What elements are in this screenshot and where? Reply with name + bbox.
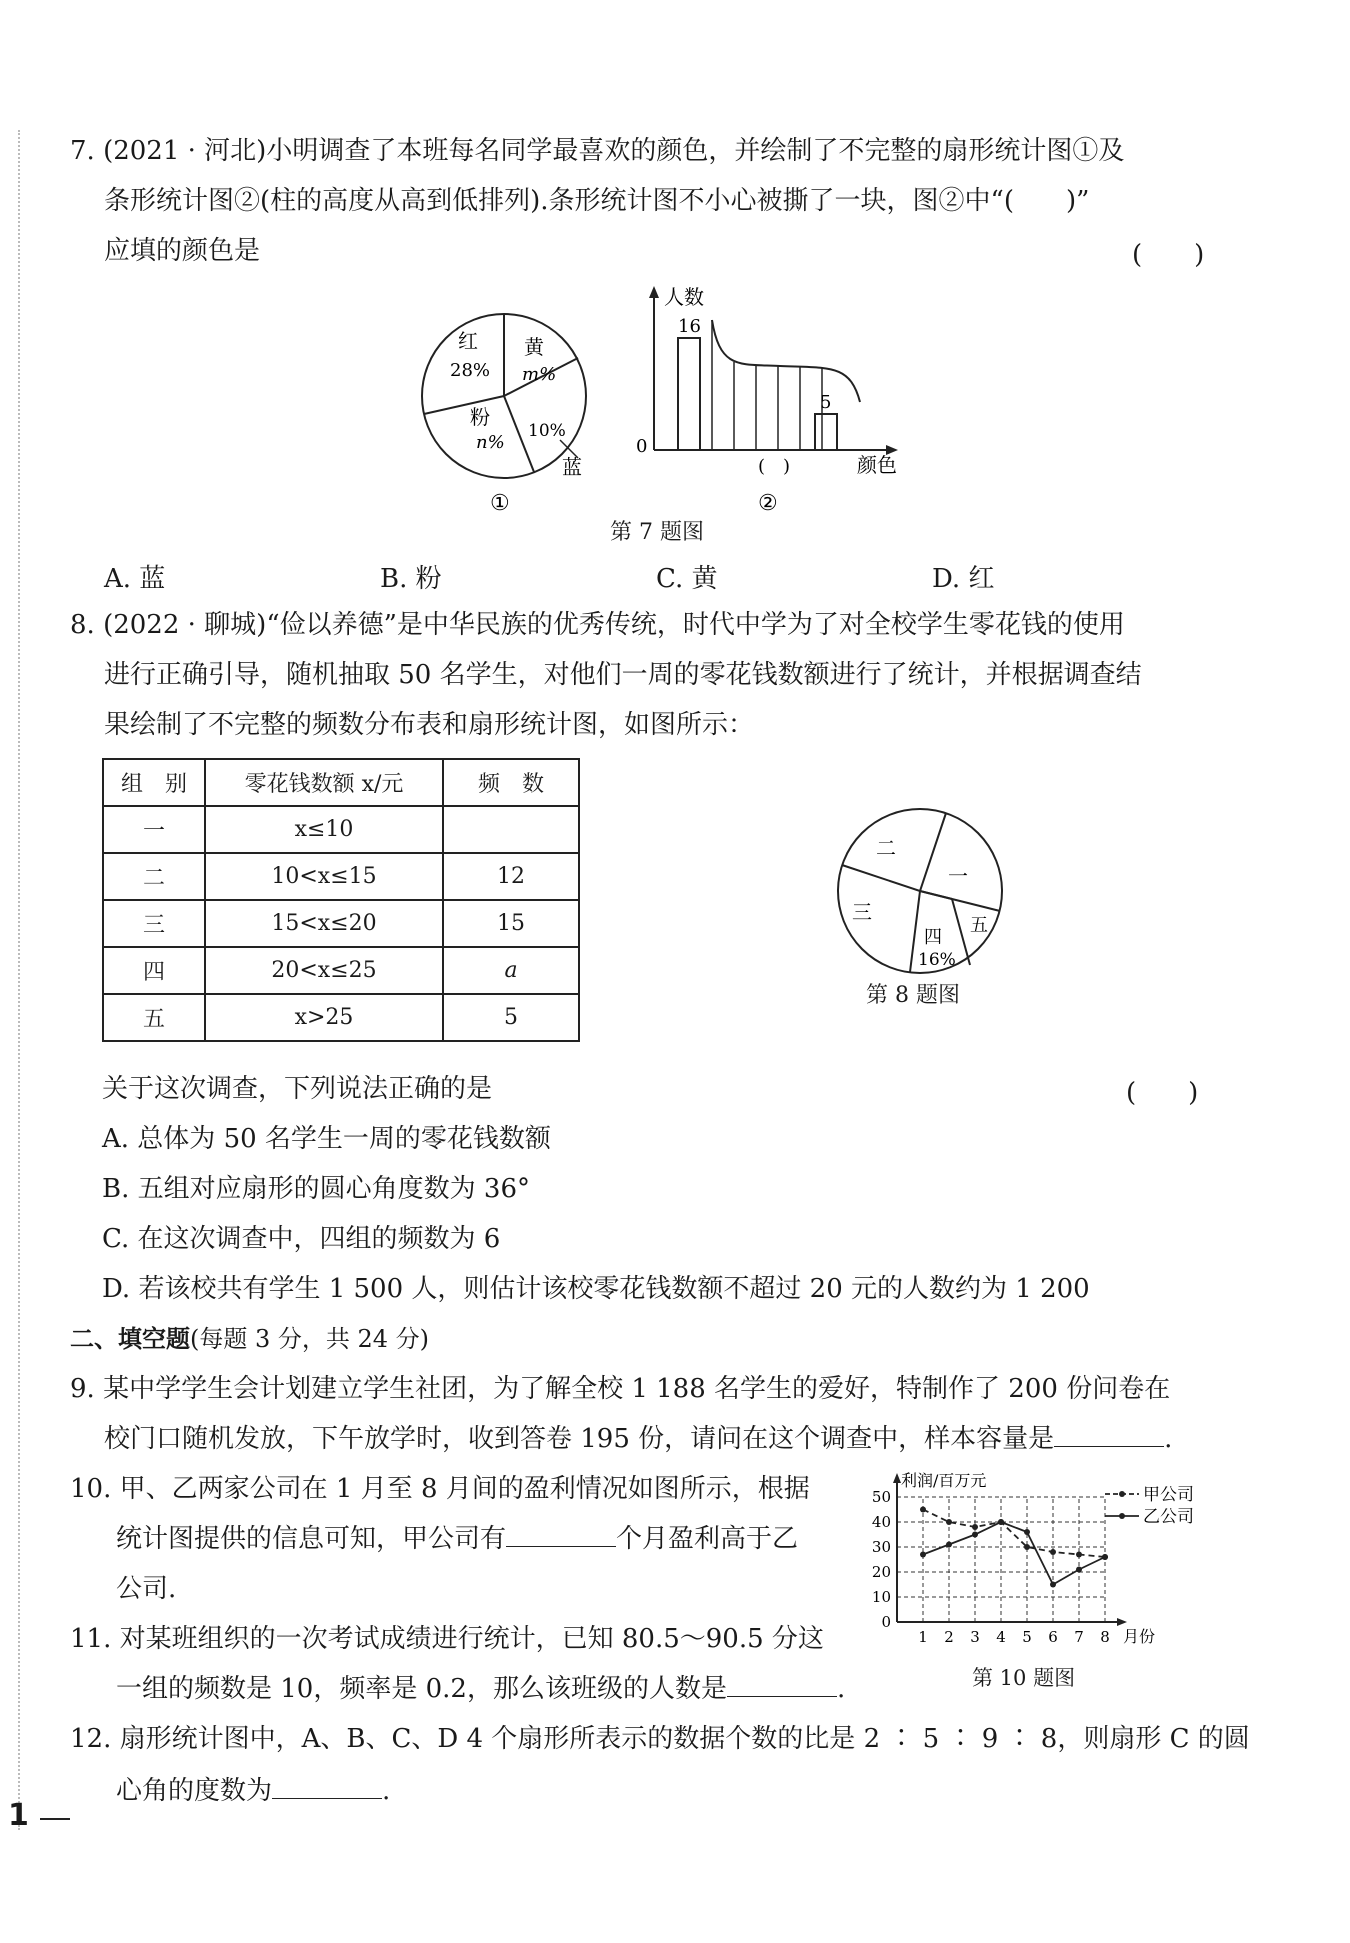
table-cell: 20<x≤25	[205, 947, 443, 994]
table-cell: 5	[443, 994, 579, 1041]
bar-caption: ②	[758, 491, 778, 516]
q7-line1: 7. (2021 · 河北)小明调查了本班每名同学最喜欢的颜色，并绘制了不完整的扇形统计图①及	[70, 136, 1125, 166]
q7-option-a: A. 蓝	[104, 564, 166, 594]
page-number-rule	[40, 1818, 70, 1820]
q8-option-a: A. 总体为 50 名学生一周的零花钱数额	[102, 1124, 551, 1154]
x-tick-label: 1	[918, 1628, 928, 1646]
q11-line1: 11. 对某班组织的一次考试成绩进行统计，已知 80.5～90.5 分这	[70, 1624, 824, 1654]
q7-option-d: D. 红	[932, 564, 995, 594]
series-line-1	[923, 1510, 1105, 1558]
bar-1	[678, 338, 700, 450]
q7-option-b: B. 粉	[380, 564, 442, 594]
table-cell: 四	[103, 947, 205, 994]
table-header: 频 数	[443, 759, 579, 806]
q8-line1: 8. (2022 · 聊城)“俭以养德”是中华民族的优秀传统，时代中学为了对全校学生零花钱的使用	[70, 610, 1125, 640]
series-2-point	[1076, 1567, 1082, 1573]
bar-ylabel: 人数	[664, 285, 704, 309]
legend-marker-2	[1119, 1513, 1125, 1519]
bar-1-value: 16	[678, 316, 701, 337]
q10-line1: 10. 甲、乙两家公司在 1 月至 8 月间的盈利情况如图所示，根据	[70, 1474, 810, 1504]
bar-xlabel: 颜色	[857, 453, 897, 477]
q10-line2a: 统计图提供的信息可知，甲公司有	[116, 1524, 507, 1554]
q12-answer-blank[interactable]	[272, 1774, 382, 1799]
pie-caption: ①	[490, 491, 510, 516]
table-row	[103, 947, 579, 994]
table-row	[103, 806, 579, 853]
q7-option-c: C. 黄	[656, 564, 718, 594]
pie-label-5: 五	[970, 915, 988, 936]
table-header: 零花钱数额 x/元	[205, 759, 443, 806]
pie-label-4: 四	[924, 927, 942, 948]
legend-marker-1	[1119, 1491, 1125, 1497]
chart-ylabel: 利润/百万元	[901, 1471, 987, 1490]
table-cell: 一	[103, 806, 205, 853]
table-row	[103, 900, 579, 947]
q7-figure-caption: 第 7 题图	[610, 520, 704, 545]
q10-figure-caption: 第 10 题图	[972, 1666, 1076, 1690]
section2-heading	[70, 1322, 429, 1356]
q12-line2-wrap	[116, 1774, 390, 1808]
table-cell: a	[443, 947, 579, 994]
y-axis-arrow	[649, 286, 659, 298]
x-tick-label: 2	[944, 1628, 954, 1646]
y-tick-label: 50	[871, 1488, 891, 1506]
table-row	[103, 853, 579, 900]
q8-line3: 果绘制了不完整的频数分布表和扇形统计图，如图所示：	[104, 710, 755, 740]
q8-option-c: C. 在这次调查中，四组的频数为 6	[102, 1224, 501, 1254]
table-cell: x>25	[205, 994, 443, 1041]
q9-line2-wrap	[104, 1422, 1172, 1456]
q12-end: .	[382, 1776, 391, 1806]
pie-label-red: 红	[458, 329, 478, 353]
table-cell: 15<x≤20	[205, 900, 443, 947]
series-1-point	[920, 1507, 926, 1513]
table-cell	[443, 806, 579, 853]
series-2-point	[946, 1542, 952, 1548]
legend-label-1: 甲公司	[1143, 1485, 1194, 1505]
q10-line3: 公司.	[116, 1574, 177, 1604]
table-cell: 15	[443, 900, 579, 947]
page-number: 1	[8, 1798, 29, 1833]
table-cell: 五	[103, 994, 205, 1041]
q11-end: .	[836, 1674, 846, 1704]
y-tick-label: 10	[871, 1588, 891, 1606]
x-tick-label: 3	[970, 1628, 980, 1646]
table-cell: x≤10	[205, 806, 443, 853]
pie-divider	[842, 865, 920, 891]
q8-figure-caption: 第 8 题图	[866, 983, 960, 1008]
table-row	[103, 994, 579, 1041]
q11-line2-wrap	[116, 1672, 845, 1706]
series-1-point	[946, 1519, 952, 1525]
q7-line3: 应填的颜色是	[104, 236, 261, 266]
q8-frequency-table	[102, 758, 580, 1042]
binding-margin	[18, 130, 20, 1830]
table-cell: 12	[443, 853, 579, 900]
y-tick-label: 0	[881, 1613, 891, 1631]
bar-last	[815, 414, 837, 450]
pie-divider	[424, 396, 504, 414]
q12-line2: 心角的度数为	[116, 1776, 273, 1806]
pie-label-blue: 蓝	[562, 455, 582, 479]
series-1-point	[1050, 1549, 1056, 1555]
y-tick-label: 20	[871, 1563, 891, 1581]
q10-line2-wrap	[116, 1522, 798, 1556]
x-tick-label: 6	[1048, 1628, 1058, 1646]
table-cell: 三	[103, 900, 205, 947]
q10-answer-blank[interactable]	[506, 1522, 616, 1547]
y-axis-arrow	[893, 1473, 901, 1483]
y-tick-label: 40	[871, 1513, 891, 1531]
x-axis-arrow	[1117, 1618, 1127, 1626]
x-tick-label: 5	[1022, 1628, 1032, 1646]
q10-line-chart	[855, 1470, 1215, 1670]
q8-line2: 进行正确引导，随机抽取 50 名学生，对他们一周的零花钱数额进行了统计，并根据调查结	[104, 660, 1142, 690]
pie-pct-pink: n%	[476, 432, 505, 453]
q9-answer-blank[interactable]	[1054, 1422, 1164, 1447]
q9-line1: 9. 某中学学生会计划建立学生社团，为了解全校 1 188 名学生的爱好，特制作了 200 份问卷在	[70, 1374, 1171, 1404]
table-header-row	[103, 759, 579, 806]
q8-option-b: B. 五组对应扇形的圆心角度数为 36°	[102, 1174, 530, 1204]
q9-line2: 校门口随机发放，下午放学时，收到答卷 195 份，请问在这个调查中，样本容量是	[104, 1424, 1055, 1454]
table-header: 组 别	[103, 759, 205, 806]
x-tick-label: 8	[1100, 1628, 1110, 1646]
x-tick-label: 4	[996, 1628, 1006, 1646]
series-2-point	[1102, 1554, 1108, 1560]
bar-origin: 0	[636, 436, 648, 457]
series-2-point	[920, 1552, 926, 1558]
q9-end: .	[1164, 1424, 1173, 1454]
x-tick-label: 7	[1074, 1628, 1084, 1646]
q7-answer-paren: ( )	[1132, 240, 1205, 270]
bar-last-value: 5	[820, 392, 832, 413]
pie-label-pink: 粉	[470, 405, 490, 429]
series-2-point	[998, 1519, 1004, 1525]
y-tick-label: 30	[871, 1538, 891, 1556]
pie-divider	[920, 813, 946, 891]
table-cell: 10<x≤15	[205, 853, 443, 900]
pie-pct-blue: 10%	[528, 421, 566, 441]
section2-title: 二、填空题	[70, 1325, 190, 1353]
pie-pct-4: 16%	[918, 950, 956, 970]
q11-line2: 一组的频数是 10，频率是 0.2，那么该班级的人数是	[116, 1674, 727, 1704]
q8-answer-paren: ( )	[1126, 1078, 1199, 1108]
series-2-point	[972, 1532, 978, 1538]
pie-pct-red: 28%	[450, 360, 491, 381]
q7-line2: 条形统计图②(柱的高度从高到低排列).条形统计图不小心被撕了一块，图②中“( )”	[104, 186, 1090, 216]
q8-pie-chart	[830, 805, 1010, 985]
series-1-point	[1076, 1552, 1082, 1558]
pie-label-2: 二	[876, 836, 896, 860]
series-2-point	[1050, 1582, 1056, 1588]
table-cell: 二	[103, 853, 205, 900]
q7-pie-chart	[410, 300, 600, 520]
q7-bar-chart	[630, 280, 910, 520]
q12-line1: 12. 扇形统计图中，A、B、C、D 4 个扇形所表示的数据个数的比是 2 ∶ 5 ∶ 9 ∶ 8，则扇形 C 的圆	[70, 1724, 1250, 1754]
legend-label-2: 乙公司	[1143, 1507, 1194, 1527]
pie-label-1: 一	[948, 864, 968, 888]
q8-stem: 关于这次调查，下列说法正确的是	[102, 1074, 493, 1104]
pie-label-yellow: 黄	[524, 335, 544, 359]
q8-option-d: D. 若该校共有学生 1 500 人，则估计该校零花钱数额不超过 20 元的人数约为 1 200	[102, 1274, 1090, 1304]
pie-divider	[920, 891, 952, 899]
series-2-point	[1024, 1529, 1030, 1535]
q11-answer-blank[interactable]	[727, 1672, 837, 1697]
series-1-point	[1024, 1544, 1030, 1550]
pie-pct-yellow: m%	[522, 364, 557, 385]
section2-note: (每题 3 分，共 24 分)	[190, 1325, 430, 1353]
pie-label-3: 三	[852, 900, 872, 924]
q10-line2b: 个月盈利高于乙	[616, 1524, 799, 1554]
series-1-point	[972, 1524, 978, 1530]
chart-xlabel: 月份	[1123, 1627, 1156, 1646]
bar-missing-label: ( )	[758, 456, 791, 477]
